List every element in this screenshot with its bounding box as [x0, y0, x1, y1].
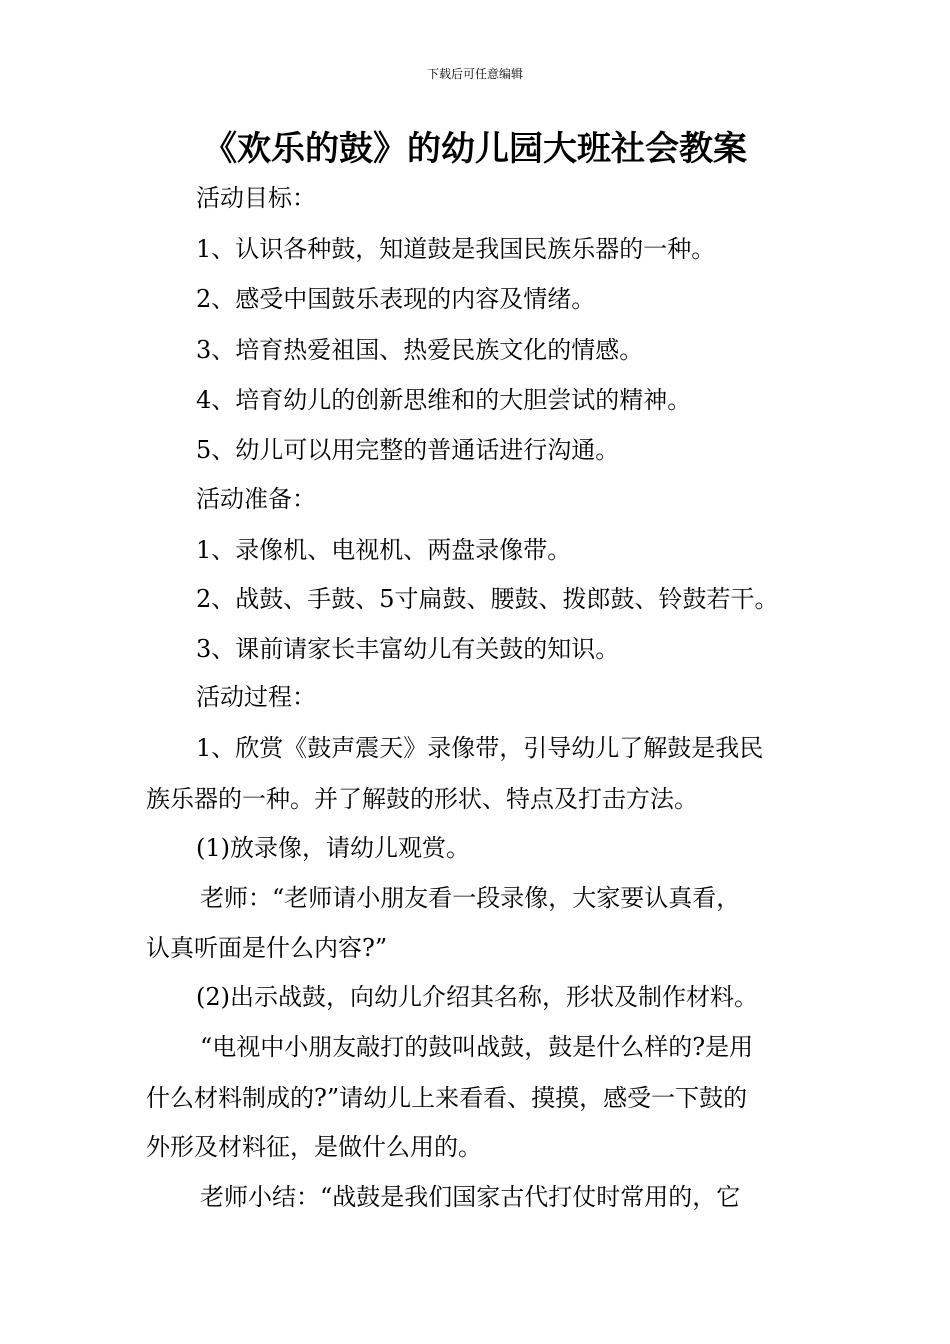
drum-paragraph-line-1: “电视中小朋友敲打的鼓叫战鼓，鼓是什么样的?是用	[200, 1033, 754, 1061]
teacher-quote-line-2: 认真听面是什么内容?”	[146, 934, 388, 962]
goal-item-1: 1、认识各种鼓，知道鼓是我国民族乐器的一种。	[196, 235, 716, 263]
goal-item-5: 5、幼儿可以用完整的普通话进行沟通。	[196, 436, 620, 464]
drum-paragraph-line-3: 外形及材料征，是做什么用的。	[146, 1133, 482, 1161]
goal-item-2: 2、感受中国鼓乐表现的内容及情绪。	[196, 285, 596, 313]
preparation-item-2: 2、战鼓、手鼓、5寸扁鼓、腰鼓、拨郎鼓、铃鼓若干。	[196, 585, 779, 613]
teacher-quote-line-1: 老师：“老师请小朋友看一段录像，大家要认真看，	[200, 884, 741, 912]
section-heading-goals: 活动目标：	[196, 184, 316, 212]
drum-paragraph-line-2: 什么材料制成的?”请幼儿上来看看、摸摸，感受一下鼓的	[146, 1084, 748, 1112]
teacher-summary-line-1: 老师小结：“战鼓是我们国家古代打仗时常用的，它	[200, 1183, 741, 1211]
preparation-item-3: 3、课前请家长丰富幼儿有关鼓的知识。	[196, 635, 620, 663]
section-heading-process: 活动过程：	[196, 683, 316, 711]
process-step-1: (1)放录像，请幼儿观赏。	[196, 834, 470, 862]
preparation-item-1: 1、录像机、电视机、两盘录像带。	[196, 536, 572, 564]
process-paragraph-1-line-2: 族乐器的一种。并了解鼓的形状、特点及打击方法。	[146, 785, 698, 813]
goal-item-3: 3、培育热爱祖国、热爱民族文化的情感。	[196, 336, 644, 364]
process-paragraph-1-line-1: 1、欣赏《鼓声震天》录像带，引导幼儿了解鼓是我民	[196, 734, 764, 762]
goal-item-4: 4、培育幼儿的创新思维和的大胆尝试的精神。	[196, 386, 692, 414]
process-step-2: (2)出示战鼓，向幼儿介绍其名称，形状及制作材料。	[196, 983, 758, 1011]
section-heading-preparation: 活动准备：	[196, 485, 316, 513]
document-title: 《欢乐的鼓》的幼儿园大班社会教案	[203, 129, 747, 169]
page-header: 下载后可任意编辑	[426, 67, 523, 81]
